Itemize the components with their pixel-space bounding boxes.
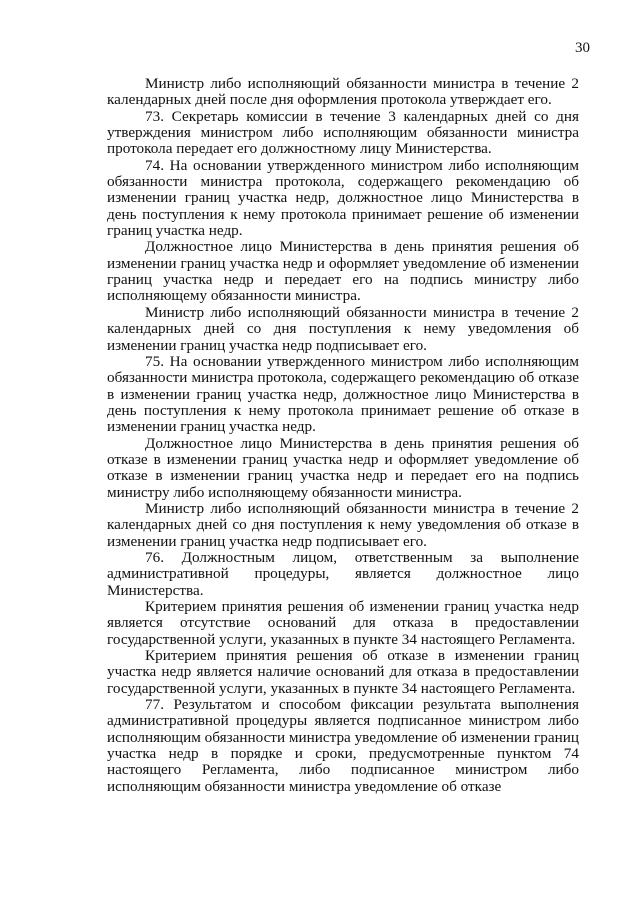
paragraph: Должностное лицо Министерства в день принятия решения об изменении границ участка недр и оформляет уведомление об изменении границ участка недр и передает его на подпись министру либо исполняющему обязанности министра. [107,238,579,305]
page-number: 30 [575,40,590,56]
paragraph: Министр либо исполняющий обязанности министра в течение 2 календарных дней со дня поступления к нему уведомления об отказе в изменении границ участка недр подписывает его. [107,499,579,550]
paragraph: Критерием принятия решения об изменении границ участка недр является отсутствие оснований для отказа в предоставлении государственной услуги, указанных в пункте 34 настоящего Регламента. [107,598,579,648]
document-body [107,76,579,795]
paragraph: 77. Результатом и способом фиксации результата выполнения административной процедуры является подписанное министром либо исполняющим обязанности министра уведомление об изменении границ участка недр в порядке и сроки, предусмотренные пунктом 74 настоящего Регламента, либо подписанное министром либо исполняющим обязанности министра уведомление об отказе [107,696,579,795]
paragraph: Министр либо исполняющий обязанности министра в течение 2 календарных дней после дня оформления протокола утверждает его. [107,75,579,109]
paragraph: Министр либо исполняющий обязанности министра в течение 2 календарных дней со дня поступления к нему уведомления об изменении границ участка недр подписывает его. [107,303,579,354]
paragraph: 73. Секретарь комиссии в течение 3 календарных дней со дня утверждения министром либо исполняющим обязанности министра протокола передает его должностному лицу Министерства. [107,107,579,158]
paragraph: 74. На основании утвержденного министром либо исполняющим обязанности министра протокола, содержащего рекомендацию об изменении границ участка недр, должностное лицо Министерства в день поступления к нему протокола принимает решение об изменении границ участка недр. [107,156,579,240]
paragraph: Должностное лицо Министерства в день принятия решения об отказе в изменении границ участка недр и оформляет уведомление об отказе в изменении границ участка недр и передает его на подпись министру либо исполняющему обязанности министра. [107,434,579,501]
paragraph: 76. Должностным лицом, ответственным за выполнение административной процедуры, является должностное лицо Министерства. [107,548,579,599]
paragraph: Критерием принятия решения об отказе в изменении границ участка недр является наличие оснований для отказа в предоставлении государственной услуги, указанных в пункте 34 настоящего Регламента. [107,647,579,697]
paragraph: 75. На основании утвержденного министром либо исполняющим обязанности министра протокола, содержащего рекомендацию об отказе в изменении границ участка недр, должностное лицо Министерства в день поступления к нему протокола принимает решение об отказе в изменении границ участка недр. [107,352,579,436]
